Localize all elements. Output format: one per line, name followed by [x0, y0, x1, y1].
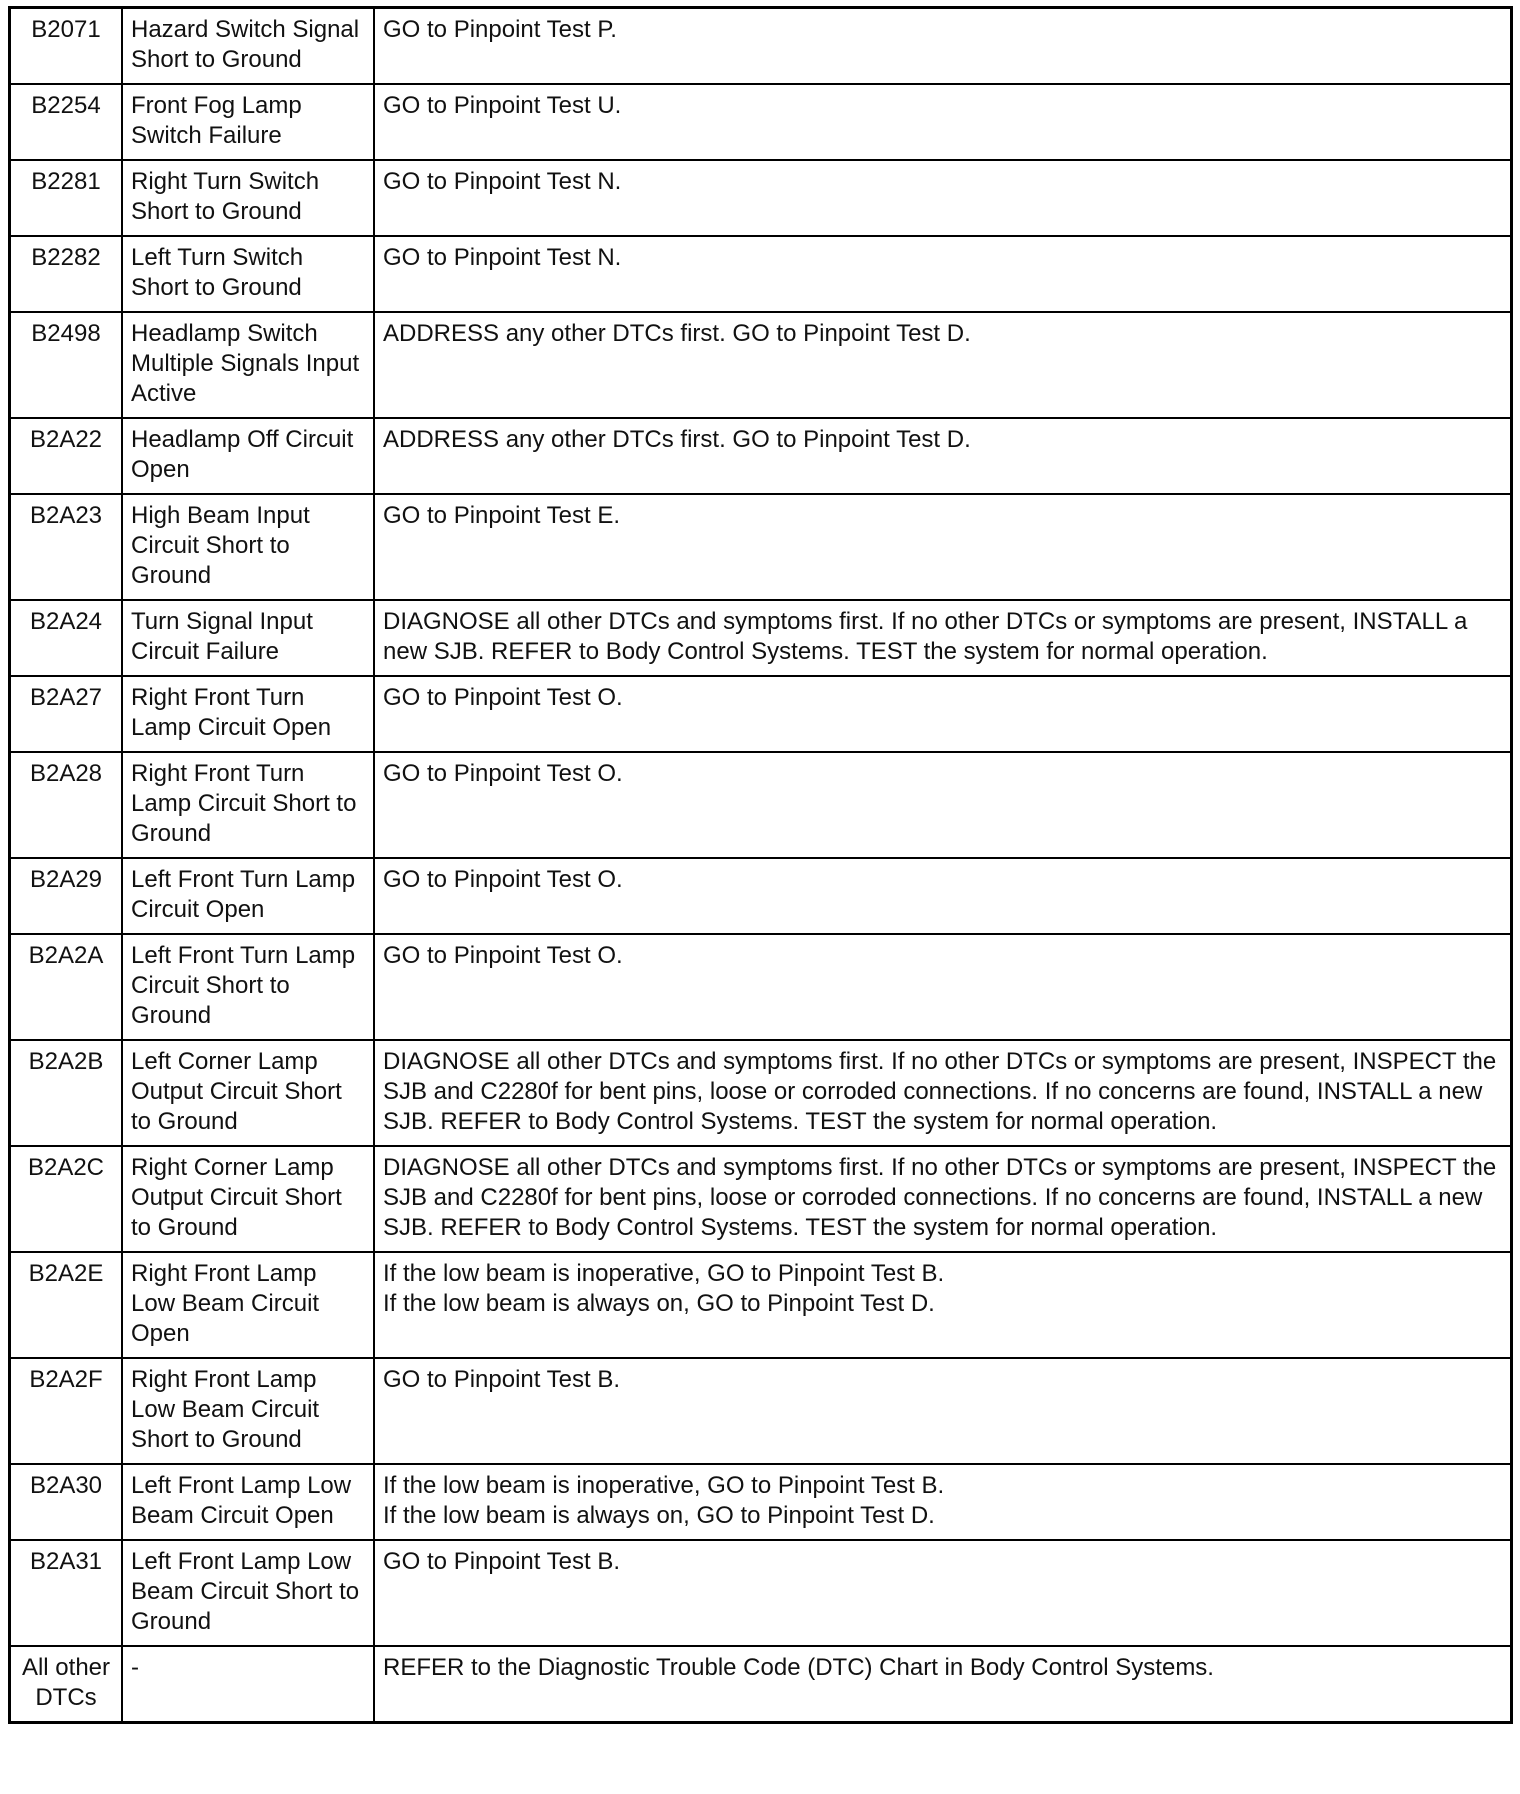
dtc-code-cell: B2071	[10, 8, 123, 85]
dtc-description-cell: Right Turn Switch Short to Ground	[122, 160, 374, 236]
table-row	[10, 858, 1512, 934]
table-row	[10, 1146, 1512, 1252]
action-text-line: GO to Pinpoint Test E.	[383, 502, 621, 529]
dtc-description-cell: Headlamp Off Circuit Open	[122, 418, 374, 494]
dtc-table	[8, 6, 1513, 1724]
action-text-line: ADDRESS any other DTCs first. GO to Pinpoint Test D.	[383, 426, 971, 453]
table-row	[10, 676, 1512, 752]
table-row	[10, 236, 1512, 312]
action-text-line: GO to Pinpoint Test N.	[383, 244, 622, 271]
table-row	[10, 752, 1512, 858]
action-text-line: GO to Pinpoint Test O.	[383, 684, 623, 711]
action-text-line: REFER to the Diagnostic Trouble Code (DTC) Chart in Body Control Systems.	[383, 1654, 1214, 1681]
dtc-description-cell: Headlamp Switch Multiple Signals Input Active	[122, 312, 374, 418]
table-row	[10, 934, 1512, 1040]
dtc-action-cell	[374, 84, 1512, 160]
dtc-action-cell	[374, 160, 1512, 236]
dtc-code-cell: B2A31	[10, 1540, 123, 1646]
table-row	[10, 1040, 1512, 1146]
dtc-action-cell	[374, 236, 1512, 312]
action-text-line: If the low beam is inoperative, GO to Pinpoint Test B.	[383, 1472, 945, 1499]
dtc-description-cell: Hazard Switch Signal Short to Ground	[122, 8, 374, 85]
dtc-description-cell: Right Front Turn Lamp Circuit Short to Ground	[122, 752, 374, 858]
dtc-code-cell: B2A2C	[10, 1146, 123, 1252]
table-row	[10, 1646, 1512, 1723]
dtc-description-cell: Turn Signal Input Circuit Failure	[122, 600, 374, 676]
action-text-line: GO to Pinpoint Test O.	[383, 760, 623, 787]
table-row	[10, 600, 1512, 676]
dtc-action-cell	[374, 1358, 1512, 1464]
dtc-code-cell: B2A2E	[10, 1252, 123, 1358]
dtc-description-cell: Left Corner Lamp Output Circuit Short to Ground	[122, 1040, 374, 1146]
dtc-code-cell: B2A2A	[10, 934, 123, 1040]
table-row	[10, 1358, 1512, 1464]
dtc-action-cell	[374, 1540, 1512, 1646]
action-text-line: DIAGNOSE all other DTCs and symptoms first. If no other DTCs or symptoms are present, INSTALL a new SJB. REFER to Body Control Systems. TEST the system for normal operation.	[383, 608, 1468, 665]
action-text-line: DIAGNOSE all other DTCs and symptoms first. If no other DTCs or symptoms are present, INSPECT the SJB and C2280f for bent pins, loose or corroded connections. If no concerns are found, INSTALL a new SJB. REFER to Body Control Systems. TEST the system for normal operation.	[383, 1048, 1497, 1135]
dtc-table-sheet	[8, 6, 1513, 1724]
dtc-code-cell: B2281	[10, 160, 123, 236]
dtc-action-cell	[374, 600, 1512, 676]
dtc-description-cell: Right Front Lamp Low Beam Circuit Open	[122, 1252, 374, 1358]
table-row	[10, 1540, 1512, 1646]
action-text-line: GO to Pinpoint Test B.	[383, 1548, 621, 1575]
dtc-description-cell: Right Front Turn Lamp Circuit Open	[122, 676, 374, 752]
dtc-description-cell: Left Front Lamp Low Beam Circuit Short to Ground	[122, 1540, 374, 1646]
dtc-action-cell	[374, 1252, 1512, 1358]
dtc-description-cell: Left Turn Switch Short to Ground	[122, 236, 374, 312]
dtc-action-cell	[374, 312, 1512, 418]
dtc-code-cell: B2A30	[10, 1464, 123, 1540]
table-row	[10, 418, 1512, 494]
dtc-code-cell: B2A2F	[10, 1358, 123, 1464]
action-text-line: ADDRESS any other DTCs first. GO to Pinpoint Test D.	[383, 320, 971, 347]
dtc-code-cell: B2A23	[10, 494, 123, 600]
dtc-action-cell	[374, 934, 1512, 1040]
dtc-action-cell	[374, 858, 1512, 934]
table-row	[10, 1252, 1512, 1358]
dtc-table-body	[10, 8, 1512, 1723]
dtc-description-cell: High Beam Input Circuit Short to Ground	[122, 494, 374, 600]
dtc-code-cell: B2A22	[10, 418, 123, 494]
dtc-description-cell: Front Fog Lamp Switch Failure	[122, 84, 374, 160]
dtc-action-cell	[374, 676, 1512, 752]
action-text-line: GO to Pinpoint Test P.	[383, 16, 617, 43]
dtc-code-cell: B2282	[10, 236, 123, 312]
dtc-code-cell: B2A24	[10, 600, 123, 676]
dtc-description-cell: Right Corner Lamp Output Circuit Short to Ground	[122, 1146, 374, 1252]
dtc-description-cell: Right Front Lamp Low Beam Circuit Short to Ground	[122, 1358, 374, 1464]
dtc-description-cell: -	[122, 1646, 374, 1723]
action-text-line: GO to Pinpoint Test O.	[383, 942, 623, 969]
dtc-description-cell: Left Front Turn Lamp Circuit Short to Ground	[122, 934, 374, 1040]
dtc-action-cell	[374, 1040, 1512, 1146]
action-text-line: GO to Pinpoint Test O.	[383, 866, 623, 893]
dtc-action-cell	[374, 1646, 1512, 1723]
dtc-description-cell: Left Front Lamp Low Beam Circuit Open	[122, 1464, 374, 1540]
dtc-code-cell: B2A2B	[10, 1040, 123, 1146]
dtc-action-cell	[374, 8, 1512, 85]
dtc-code-cell: B2A29	[10, 858, 123, 934]
table-row	[10, 1464, 1512, 1540]
action-text-line: GO to Pinpoint Test U.	[383, 92, 622, 119]
table-row	[10, 494, 1512, 600]
dtc-code-cell: All other DTCs	[10, 1646, 123, 1723]
dtc-action-cell	[374, 752, 1512, 858]
action-text-line: GO to Pinpoint Test N.	[383, 168, 622, 195]
dtc-action-cell	[374, 418, 1512, 494]
dtc-description-cell: Left Front Turn Lamp Circuit Open	[122, 858, 374, 934]
dtc-action-cell	[374, 1146, 1512, 1252]
dtc-code-cell: B2A27	[10, 676, 123, 752]
action-text-line: GO to Pinpoint Test B.	[383, 1366, 621, 1393]
table-row	[10, 8, 1512, 85]
action-text-line: If the low beam is always on, GO to Pinpoint Test D.	[383, 1290, 935, 1317]
action-text-line: If the low beam is always on, GO to Pinpoint Test D.	[383, 1502, 935, 1529]
table-row	[10, 84, 1512, 160]
table-row	[10, 312, 1512, 418]
action-text-line: If the low beam is inoperative, GO to Pinpoint Test B.	[383, 1260, 945, 1287]
dtc-code-cell: B2498	[10, 312, 123, 418]
dtc-action-cell	[374, 1464, 1512, 1540]
table-row	[10, 160, 1512, 236]
dtc-code-cell: B2254	[10, 84, 123, 160]
dtc-action-cell	[374, 494, 1512, 600]
dtc-code-cell: B2A28	[10, 752, 123, 858]
action-text-line: DIAGNOSE all other DTCs and symptoms first. If no other DTCs or symptoms are present, INSPECT the SJB and C2280f for bent pins, loose or corroded connections. If no concerns are found, INSTALL a new SJB. REFER to Body Control Systems. TEST the system for normal operation.	[383, 1154, 1497, 1241]
